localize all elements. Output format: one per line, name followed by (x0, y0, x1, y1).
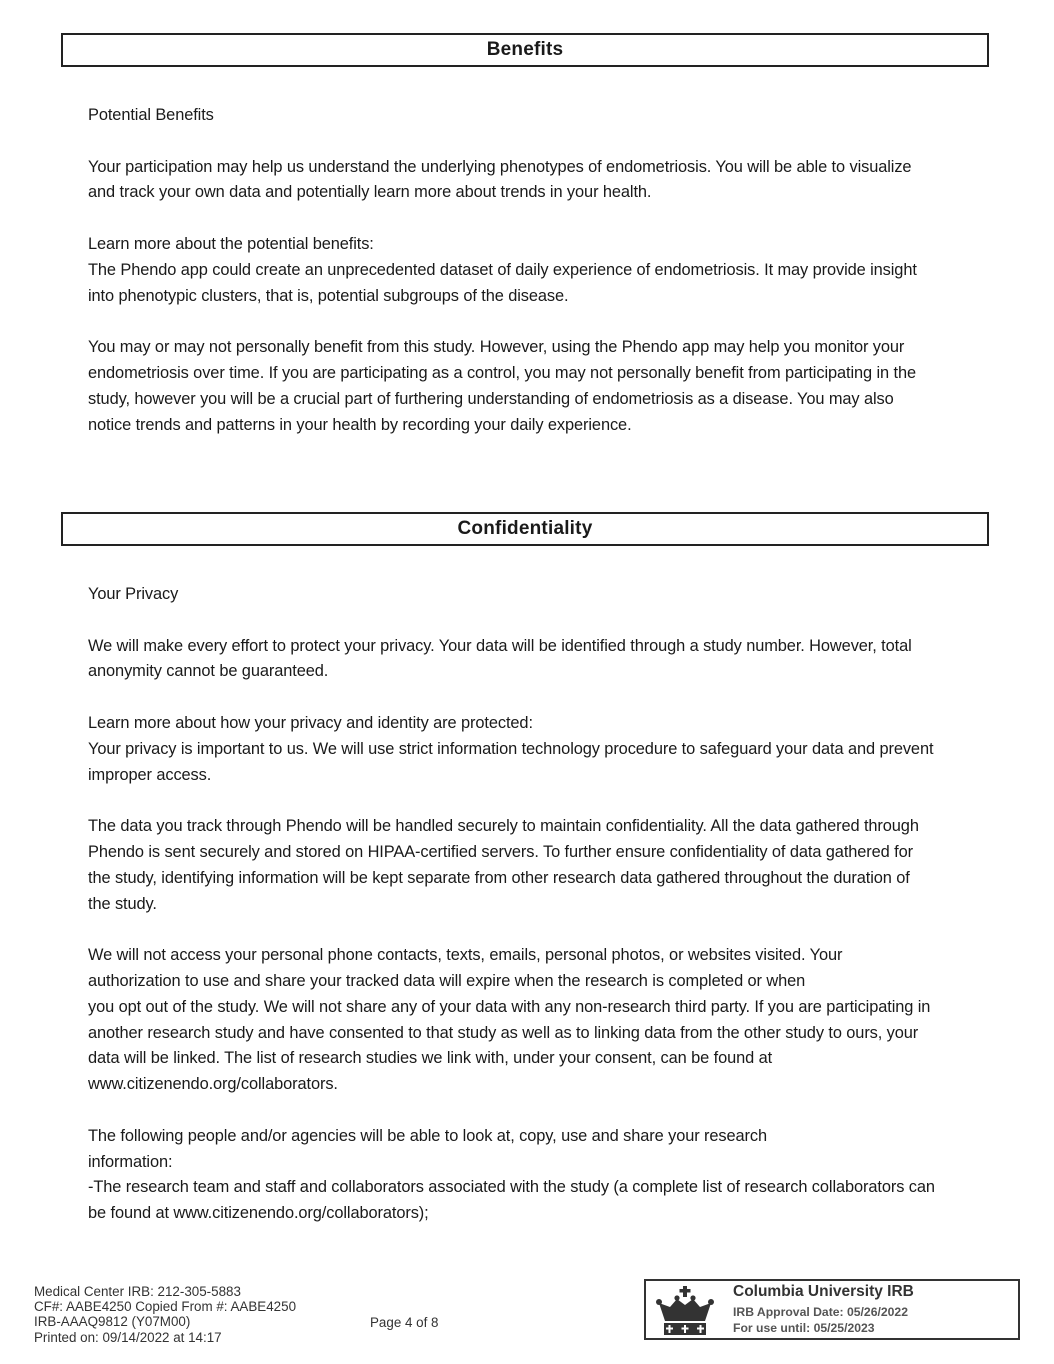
benefits-learn-more-label: Learn more about the potential benefits: (88, 234, 374, 253)
benefits-section-body (88, 103, 998, 438)
irb-use-until-date: For use until: 05/25/2023 (733, 1321, 875, 1335)
confidentiality-heading: Confidentiality (61, 512, 989, 546)
text-line: authorization to use and share your tracked data will expire when the research is completed or when (88, 971, 806, 990)
printed-on-date: Printed on: 09/14/2022 at 14:17 (34, 1329, 222, 1345)
text-line: improper access. (88, 765, 212, 784)
irb-protocol-code: IRB-AAAQ9812 (Y07M00) (34, 1314, 191, 1330)
text-line: you opt out of the study. We will not share any of your data with any non-research third party. If you are participating in (88, 997, 931, 1016)
benefits-subheading: Potential Benefits (88, 106, 214, 124)
confidentiality-section-body (88, 582, 998, 1227)
benefits-paragraph-1 (88, 155, 998, 207)
confidentiality-paragraph-2 (88, 737, 998, 789)
text-line: be found at www.citizenendo.org/collaborators); (88, 1204, 429, 1223)
confidentiality-paragraph-5 (88, 1124, 998, 1227)
confidentiality-paragraph-3 (88, 814, 998, 917)
irb-approval-date: IRB Approval Date: 05/26/2022 (733, 1305, 908, 1319)
text-line: another research study and have consented to that study as well as to linking data from the other study to ours, your (88, 1023, 919, 1042)
confidentiality-learn-more-label: Learn more about how your privacy and identity are protected: (88, 713, 533, 732)
confidentiality-paragraph-1 (88, 634, 998, 686)
text-line: into phenotypic clusters, that is, potential subgroups of the disease. (88, 286, 569, 305)
text-line: information: (88, 1152, 173, 1171)
text-line: Your privacy is important to us. We will use strict information technology procedure to safeguard your data and prevent (88, 739, 934, 758)
consent-form-number: CF#: AABE4250 Copied From #: AABE4250 (34, 1299, 297, 1315)
text-line: Your participation may help us understand the underlying phenotypes of endometriosis. You will be able to visualize (88, 157, 912, 176)
irb-approval-stamp (644, 1279, 1020, 1340)
footer-document-info (34, 1284, 296, 1345)
text-line: the study, identifying information will be kept separate from other research data gathered throughout the duration of (88, 868, 910, 887)
irb-phone: Medical Center IRB: 212-305-5883 (34, 1284, 241, 1299)
page-number: Page 4 of 8 (370, 1315, 439, 1330)
crown-icon (656, 1285, 714, 1337)
text-line: Phendo is sent securely and stored on HIPAA-certified servers. To further ensure confidentiality of data gathered for (88, 842, 913, 861)
text-line: We will make every effort to protect your privacy. Your data will be identified through a study number. However, total (88, 636, 912, 655)
benefits-heading: Benefits (61, 33, 989, 67)
text-line: and track your own data and potentially learn more about trends in your health. (88, 183, 652, 202)
benefits-paragraph-2 (88, 258, 998, 310)
text-line: -The research team and staff and collaborators associated with the study (a complete list of research collaborators can (88, 1178, 935, 1197)
text-line: endometriosis over time. If you are participating as a control, you may not personally benefit from participating in the (88, 363, 916, 382)
text-line: We will not access your personal phone contacts, texts, emails, personal photos, or websites visited. Your (88, 946, 843, 965)
text-line: The following people and/or agencies will be able to look at, copy, use and share your research (88, 1126, 768, 1145)
text-line: study, however you will be a crucial part of furthering understanding of endometriosis as a disease. You may also (88, 389, 894, 408)
benefits-paragraph-3 (88, 335, 998, 438)
confidentiality-subheading: Your Privacy (88, 585, 179, 603)
text-line: the study. (88, 894, 157, 913)
text-line: The Phendo app could create an unprecedented dataset of daily experience of endometriosis. It may provide insight (88, 260, 917, 279)
text-line: data will be linked. The list of research studies we link with, under your consent, can be found at (88, 1049, 773, 1068)
text-line: You may or may not personally benefit from this study. However, using the Phendo app may help you monitor your (88, 338, 905, 357)
irb-title: Columbia University IRB (733, 1283, 914, 1300)
confidentiality-paragraph-4 (88, 943, 998, 1098)
text-line: The data you track through Phendo will be handled securely to maintain confidentiality. All the data gathered through (88, 817, 919, 836)
text-line: anonymity cannot be guaranteed. (88, 662, 329, 681)
text-line: notice trends and patterns in your health by recording your daily experience. (88, 415, 632, 434)
collaborators-link[interactable]: www.citizenendo.org/collaborators. (88, 1075, 338, 1094)
